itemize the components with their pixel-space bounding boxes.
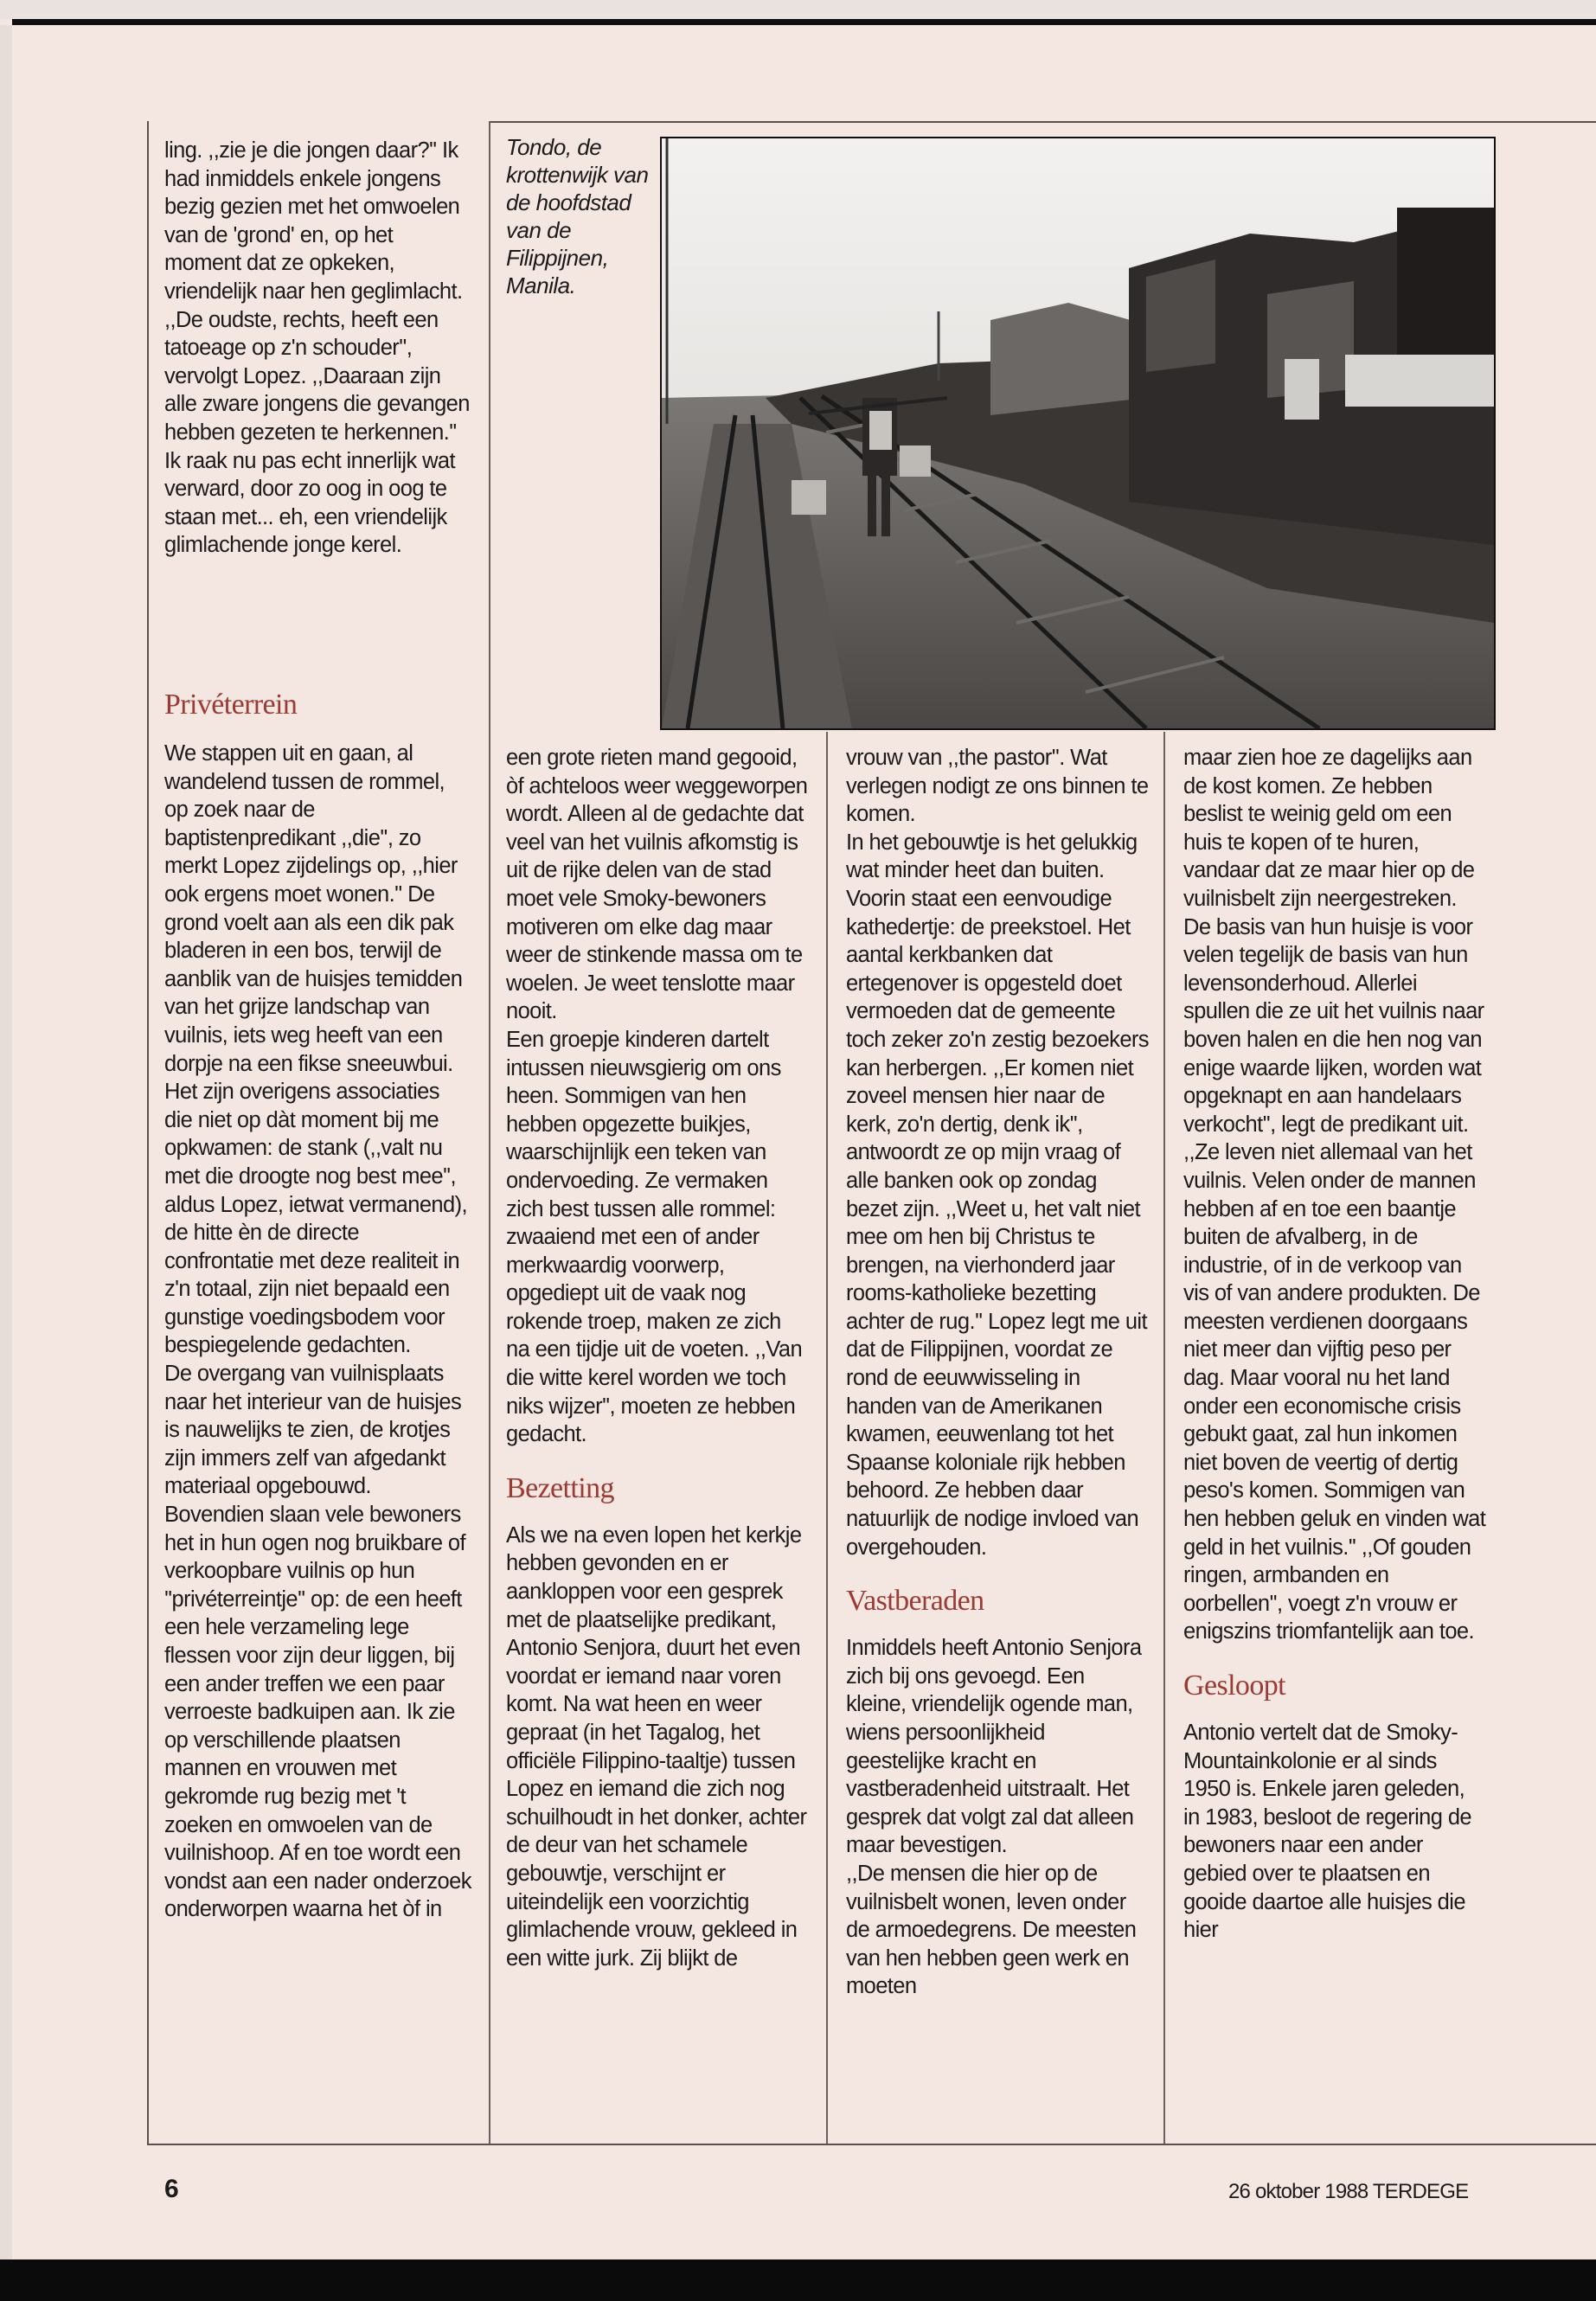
column-rule-1 <box>489 121 490 2144</box>
section-heading-gesloopt: Gesloopt <box>1183 1670 1285 1702</box>
paragraph: ling. ,,zie je die jongen daar?'' Ik had inmiddels enkele jongens bezig gezien met het omwoelen van de 'grond' en, op het moment dat ze opkeken, vriendelijk naar hen geglimlacht. ,,De oudste, rechts, heeft een tatoeage op z'n schouder'', vervolgt Lopez. ,,Daaraan zijn alle zware jongens die gevangen hebben gezeten te herkennen.'' Ik raak nu pas echt innerlijk wat verward, door zo oog in oog te staan met... eh, een vriendelijk glimlachende jonge kerel. <box>164 138 470 558</box>
paragraph: ,,De mensen die hier op de vuilnisbelt wonen, leven onder de armoedegrens. De meesten van hen hebben geen werk en moeten <box>846 1861 1137 1999</box>
photo-tondo-slum <box>660 137 1496 730</box>
footer-date-magazine: 26 oktober 1988 TERDEGE <box>1228 2180 1469 2203</box>
paragraph: De overgang van vuilnisplaats naar het interieur van de huisjes is nauwelijks te zien, de krotjes zijn immers zelf van afgedankt materiaal opgebouwd. Bovendien slaan vele bewoners het in hun ogen nog bruikbare of verkoopbare vuilnis op hun ''privéterreintje'' op: de een heeft een hele verzameling lege flessen voor zijn deur liggen, bij een ander treffen we een paar verroeste badkuipen aan. Ik zie op verschillende plaatsen mannen en vrouwen met gekromde rug bezig met 't zoeken en omwoelen van de vuilnishoop. Af en toe wordt een vondst aan een nader onderzoek onderworpen waarna het òf in <box>164 1362 471 1922</box>
column-1 <box>164 688 471 1924</box>
column-rule-2 <box>826 732 828 2144</box>
section-heading-vastberaden: Vastberaden <box>846 1585 984 1618</box>
paragraph: maar zien hoe ze dagelijks aan de kost komen. Ze hebben beslist te weinig geld om een huis te kopen of te huren, vandaar dat ze maar hier op de vuilnisbelt zijn neergestreken. De basis van hun huisje is voor velen tegelijk de basis van hun levensonderhoud. Allerlei spullen die ze uit het vuilnis naar boven halen en die hen nog van enige waarde lijken, worden wat opgeknapt en aan handelaars verkocht'', legt de predikant uit. <box>1183 746 1484 1137</box>
photo-icon <box>662 138 1494 728</box>
page-number: 6 <box>164 2175 179 2203</box>
paragraph: We stappen uit en gaan, al wandelend tussen de rommel, op zoek naar de baptistenpredikant ,,die'', zo merkt Lopez zijdelings op, ,,hier ook ergens moet wonen.'' De grond voelt aan als een dik pak bladeren in een bos, terwijl de aanblik van de huisjes temidden van het grijze landschap van vuilnis, iets weg heeft van een dorpje na een fikse sneeuwbui. Het zijn overigens associaties die niet op dàt moment bij me opkwamen: de stank (,,valt nu met die droogte nog best mee'', aldus Lopez, ietwat vermanend), de hitte èn de directe confrontatie met deze realiteit in z'n totaal, zijn niet bepaald een gunstige voedingsbodem voor bespiegelende gedachten. <box>164 741 467 1358</box>
bottom-scan-edge <box>0 2259 1596 2301</box>
column-4 <box>1183 744 1486 1945</box>
column-2 <box>506 744 809 1972</box>
paragraph: ,,Ze leven niet allemaal van het vuilnis. Velen onder de mannen hebben af en toe een baantje buiten de afvalberg, in de industrie, of in de verkoop van vis of van andere produkten. De meesten verdienen doorgaans niet meer dan vijftig peso per dag. Maar vooral nu het land onder een economische crisis gebukt gaat, zal hun inkomen niet boven de veertig of dertig peso's komen. Sommigen van hen hebben geluk en vinden wat geld in het vuilnis.'' ,,Of gouden ringen, armbanden en oorbellen'', voegt z'n vrouw er enigszins triomfantelijk aan toe. <box>1183 1140 1486 1644</box>
frame-top-rule <box>489 121 1596 123</box>
column-rule-3 <box>1163 732 1165 2144</box>
page-top-margin <box>0 0 1596 19</box>
paragraph: een grote rieten mand gegooid, òf achteloos weer weggeworpen wordt. Alleen al de gedachte dat veel van het vuilnis afkomstig is uit de rijke delen van de stad moet vele Smoky-bewoners motiveren om elke dag maar weer de stinkende massa om te woelen. Je weet tenslotte maar nooit. <box>506 746 808 1024</box>
paragraph: Als we na even lopen het kerkje hebben gevonden en er aankloppen voor een gesprek met de plaatselijke predikant, Antonio Senjora, duurt het even voordat er iemand naar voren komt. Na wat heen en weer gepraat (in het Tagalog, het officiële Filippino-taaltje) tussen Lopez en iemand die zich nog schuilhoudt in het donker, achter de deur van het schamele gebouwtje, verschijnt er uiteindelijk een voorzichtig glimlachende vrouw, gekleed in een witte jurk. Zij blijkt de <box>506 1522 807 1971</box>
paragraph: vrouw van ,,the pastor''. Wat verlegen nodigt ze ons binnen te komen. <box>846 746 1149 827</box>
column-3 <box>846 744 1149 2001</box>
paragraph: In het gebouwtje is het gelukkig wat minder heet dan buiten. Voorin staat een eenvoudige kathedertje: de preekstoel. Het aantal kerkbanken dat ertegenover is opgesteld doet vermoeden dat de gemeente toch zeker zo'n zestig bezoekers kan herbergen. ,,Er komen niet zoveel mensen hier naar de kerk, zo'n dertig, denk ik'', antwoordt ze op mijn vraag of alle banken ook op zondag bezet zijn. ,,Weet u, het valt niet mee om hen bij Christus te brengen, na vierhonderd jaar rooms-katholieke bezetting achter de rug.'' Lopez legt me uit dat de Filippijnen, voordat ze rond de eeuwwisseling in handen van de Amerikanen kwamen, eeuwenlang tot het Spaanse koloniale rijk hebben behoord. Ze hebben daar natuurlijk de nodige invloed van overgehouden. <box>846 830 1149 1560</box>
frame-bottom-rule <box>147 2144 1596 2145</box>
section-heading-priveterrein: Privéterrein <box>164 689 298 721</box>
photo-caption: Tondo, de krottenwijk van de hoofdstad van de Filippijnen, Manila. <box>506 134 649 298</box>
top-rule <box>12 19 1596 25</box>
column-1-top <box>164 137 471 560</box>
frame-left-rule <box>147 121 149 2145</box>
paragraph: Antonio vertelt dat de Smoky-Mountainkolonie er al sinds 1950 is. Enkele jaren geleden, in 1983, besloot de regering de bewoners naar een ander gebied over te plaatsen en gooide daartoe alle huisjes die hier <box>1183 1721 1471 1943</box>
paragraph: Inmiddels heeft Antonio Senjora zich bij ons gevoegd. Een kleine, vriendelijk ogende man, wiens persoonlijkheid geestelijke kracht en vastberadenheid uitstraalt. Het gesprek dat volgt zal dat alleen maar bevestigen. <box>846 1636 1142 1858</box>
binding-shadow <box>0 25 12 2259</box>
paragraph: Een groepje kinderen dartelt intussen nieuwsgierig om ons heen. Sommigen van hen hebben opgezette buikjes, waarschijnlijk een teken van ondervoeding. Ze vermaken zich best tussen alle rommel: zwaaiend met een of ander merkwaardig voorwerp, opgediept uit de vaak nog rokende troep, maken ze zich na een tijdje uit de voeten. ,,Van die witte kerel worden we toch niks wijzer'', moeten ze hebben gedacht. <box>506 1027 803 1447</box>
section-heading-bezetting: Bezetting <box>506 1471 614 1504</box>
